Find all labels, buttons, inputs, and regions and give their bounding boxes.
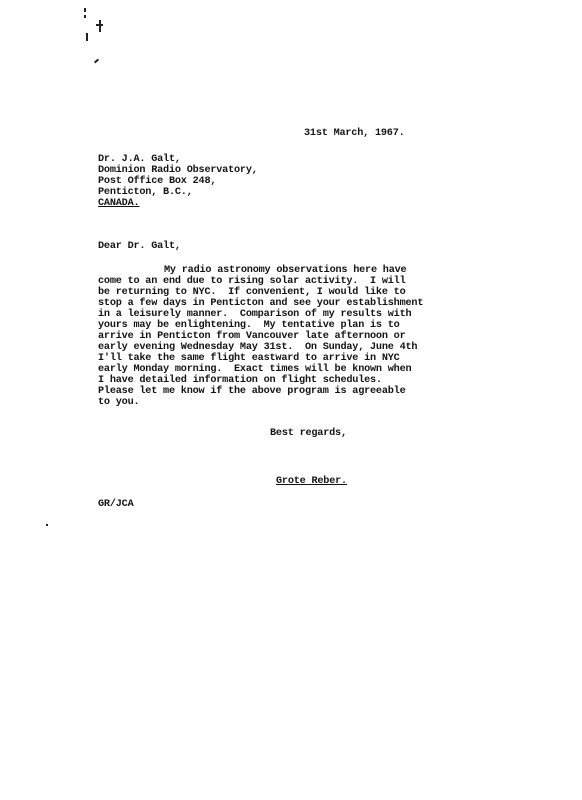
body-line: stop a few days in Penticton and see your establishment [98, 298, 424, 309]
address-line: Post Office Box 248, [98, 176, 217, 187]
margin-mark [84, 8, 86, 12]
body-line: early Monday morning. Exact times will be known when [98, 364, 412, 375]
margin-mark [46, 524, 48, 526]
body-line: come to an end due to rising solar activity. I will [98, 276, 406, 287]
address-line: CANADA. [98, 198, 140, 209]
body-line: My radio astronomy observations here have [164, 265, 407, 276]
signature: Grote Reber. [276, 476, 347, 487]
body-line: arrive in Penticton from Vancouver late afternoon or [98, 331, 406, 342]
body-line: to you. [98, 397, 140, 408]
margin-mark [96, 24, 103, 26]
margin-mark [86, 33, 88, 41]
body-line: early evening Wednesday May 31st. On Sunday, June 4th [98, 342, 418, 353]
body-line: be returning to NYC. If convenient, I would like to [98, 287, 406, 298]
closing: Best regards, [270, 428, 347, 439]
address-line: Penticton, B.C., [98, 187, 193, 198]
reference-initials: GR/JCA [98, 499, 134, 510]
body-line: in a leisurely manner. Comparison of my results with [98, 309, 412, 320]
address-line: Dr. J.A. Galt, [98, 154, 181, 165]
body-line: I have detailed information on flight schedules. [98, 375, 382, 386]
margin-mark [99, 20, 101, 32]
body-line: yours may be enlightening. My tentative plan is to [98, 320, 400, 331]
margin-mark [84, 15, 86, 18]
address-line: Dominion Radio Observatory, [98, 165, 258, 176]
body-line: I'll take the same flight eastward to arrive in NYC [98, 353, 400, 364]
margin-mark [94, 59, 99, 64]
body-line: Please let me know if the above program is agreeable [98, 386, 406, 397]
letter-date: 31st March, 1967. [304, 128, 405, 139]
salutation: Dear Dr. Galt, [98, 241, 181, 252]
